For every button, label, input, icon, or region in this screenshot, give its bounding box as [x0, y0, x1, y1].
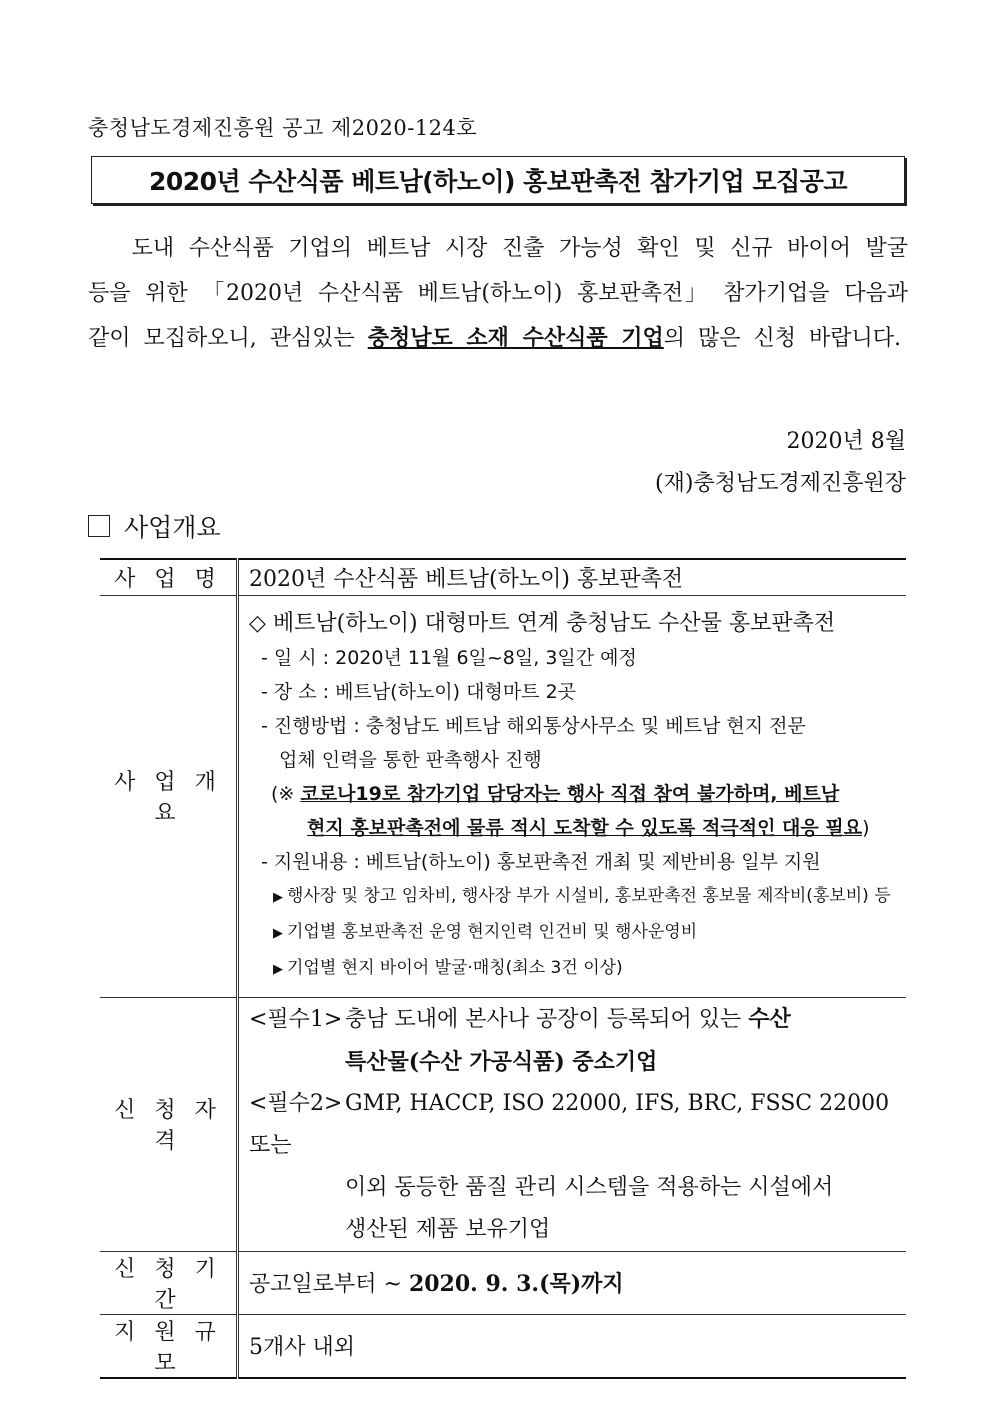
section-heading [88, 508, 221, 544]
label-overview: 사 업 개 요 [100, 595, 238, 997]
overview-venue: - 장 소 : 베트남(하노이) 대형마트 2곳 [261, 681, 577, 703]
label-period: 신 청 기 간 [100, 1251, 238, 1314]
table-row [100, 595, 906, 997]
overview-method-1: - 진행방법 : 충청남도 베트남 해외통상사무소 및 베트남 현지 전문 [261, 715, 806, 737]
requirement-2-cont: 이외 동등한 품질 관리 시스템을 적용하는 시설에서 [345, 1174, 834, 1200]
issuer: (재)충청남도경제진흥원장 [655, 471, 906, 496]
table-row [100, 997, 906, 1251]
overview-heading: ◇ 베트남(하노이) 대형마트 연계 충청남도 수산물 홍보판촉전 [249, 611, 836, 636]
requirement-1: <필수1> 충남 도내에 본사나 공장이 등록되어 있는 수산 [249, 1005, 791, 1032]
page-title: 2020년 수산식품 베트남(하노이) 홍보판촉전 참가기업 모집공고 [148, 167, 848, 196]
intro-paragraph [88, 226, 908, 361]
requirement-2: <필수2> GMP, HACCP, ISO 22000, IFS, BRC, FSSC 22000 또는 [249, 1090, 890, 1158]
overview-note-2: 현지 홍보판촉전에 물류 적시 도착할 수 있도록 적극적인 대응 필요) [307, 817, 870, 839]
overview-note-1: (※ 코로나19로 참가기업 담당자는 행사 직접 참여 불가하며, 베트남 [271, 783, 840, 805]
table-row [100, 1251, 906, 1314]
overview-method-2: 업체 인력을 통한 판촉행사 진행 [279, 749, 542, 771]
label-scale: 지 원 규 모 [100, 1314, 238, 1378]
support-item: ▶ 기업별 현지 바이어 발굴·매칭(최소 3건 이상) [249, 951, 906, 987]
application-period: 공고일로부터 ~ 2020. 9. 3.(목)까지 [249, 1271, 624, 1297]
requirement-2-cont: 생산된 제품 보유기업 [345, 1216, 551, 1242]
project-name: 2020년 수산식품 베트남(하노이) 홍보판촉전 [249, 566, 684, 592]
section-title: 사업개요 [124, 513, 221, 542]
intro-text-1: 도내 수산식품 기업의 베트남 시장 진출 가능성 확인 및 신규 바이어 발굴 등을 위한 「2020년 수산식품 베트남(하노이) 홍보판촉전」 참가기업을 다음과 같이 모집하오니, 관심있는 [88, 236, 908, 351]
triangle-bullet-icon: ▶ [273, 962, 283, 977]
label-qualification: 신 청 자 격 [100, 997, 238, 1251]
support-scale: 5개사 내외 [249, 1335, 355, 1360]
label-project-name: 사 업 명 [100, 559, 238, 595]
overview-support: - 지원내용 : 베트남(하노이) 홍보판촉전 개최 및 제반비용 일부 지원 [261, 851, 821, 873]
checkbox-icon [88, 515, 110, 537]
triangle-bullet-icon: ▶ [273, 890, 283, 905]
title-box [91, 156, 905, 204]
support-item: ▶ 행사장 및 창고 임차비, 행사장 부가 시설비, 홍보판촉전 홍보물 제작비(홍보비) 등 [249, 879, 906, 915]
overview-schedule: - 일 시 : 2020년 11월 6일~8일, 3일간 예정 [261, 647, 637, 669]
overview-table [100, 558, 906, 1379]
requirement-1-cont: 특산물(수산 가공식품) 중소기업 [345, 1048, 658, 1075]
table-row [100, 559, 906, 595]
notice-number: 충청남도경제진흥원 공고 제2020-124호 [88, 116, 478, 140]
announcement-date: 2020년 8월 [786, 429, 906, 454]
table-row [100, 1314, 906, 1378]
triangle-bullet-icon: ▶ [273, 926, 283, 941]
intro-highlight: 충청남도 소재 수산식품 기업 [367, 326, 664, 351]
support-item: ▶ 기업별 홍보판촉전 운영 현지인력 인건비 및 행사운영비 [249, 915, 906, 951]
intro-text-2: 의 많은 신청 바랍니다. [663, 326, 902, 351]
